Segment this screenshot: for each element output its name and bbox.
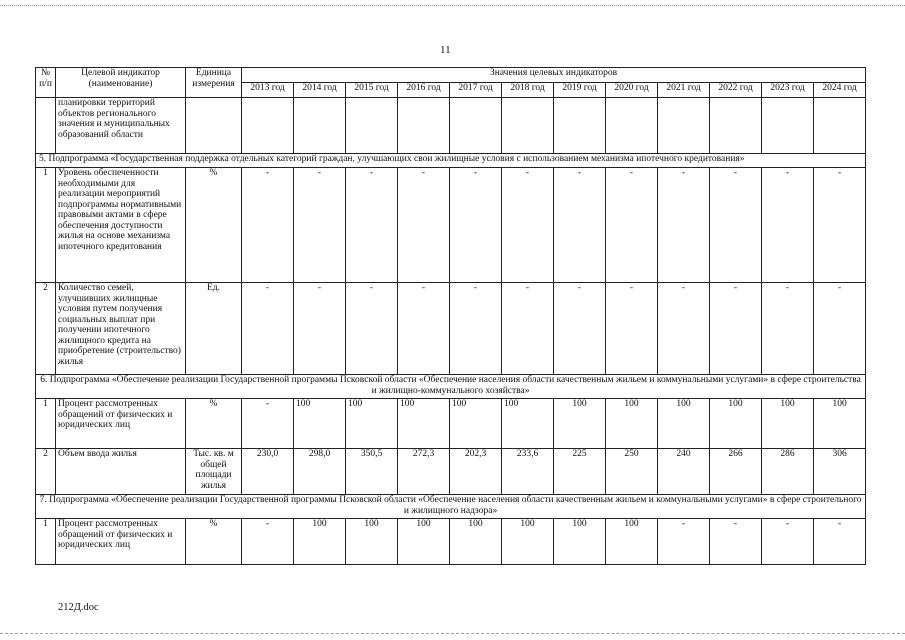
- header-values: Значения целевых индикаторов: [242, 68, 866, 83]
- row-value: 100: [294, 519, 346, 565]
- row-value: -: [710, 168, 762, 283]
- row-value: 100: [762, 399, 814, 449]
- header-year: 2018 год: [502, 83, 554, 98]
- row-value: -: [294, 168, 346, 283]
- header-year: 2022 год: [710, 83, 762, 98]
- row-value: [294, 98, 346, 154]
- row-value: -: [450, 168, 502, 283]
- row-value: -: [710, 519, 762, 565]
- row-value: [502, 98, 554, 154]
- row-value: 266: [710, 449, 762, 495]
- row-value: 100: [502, 399, 554, 449]
- row-value: -: [762, 168, 814, 283]
- row-value: 100: [450, 399, 502, 449]
- row-indicator-name: Процент рассмотренных обращений от физических и юридических лиц: [56, 399, 186, 449]
- row-value: -: [346, 283, 398, 375]
- row-indicator-name: Объем ввода жилья: [56, 449, 186, 495]
- row-value: [814, 98, 866, 154]
- row-value: -: [398, 168, 450, 283]
- table-row: [36, 519, 866, 565]
- header-year: 2014 год: [294, 83, 346, 98]
- header-year: 2023 год: [762, 83, 814, 98]
- header-year: 2020 год: [606, 83, 658, 98]
- row-value: 100: [554, 519, 606, 565]
- row-value: 286: [762, 449, 814, 495]
- row-value: [346, 98, 398, 154]
- row-unit: Ед.: [186, 283, 242, 375]
- section-title: 5. Подпрограмма «Государственная поддержка отдельных категорий граждан, улучшающих свои жилищные условия с использованием механизма ипотечного кредитования»: [36, 154, 866, 168]
- header-year: 2013 год: [242, 83, 294, 98]
- section-title: 6. Подпрограмма «Обеспечение реализации Государственной программы Псковской области «Обеспечение населения области качественным жильем и коммунальными услугами» в сфере строительства и жилищно-коммунального хозяйства»: [36, 375, 866, 399]
- row-value: 100: [658, 399, 710, 449]
- row-value: 100: [606, 399, 658, 449]
- row-value: 100: [346, 519, 398, 565]
- row-value: -: [242, 519, 294, 565]
- row-value: 100: [346, 399, 398, 449]
- row-value: -: [294, 283, 346, 375]
- row-value: [606, 98, 658, 154]
- row-value: -: [658, 519, 710, 565]
- header-year: 2016 год: [398, 83, 450, 98]
- section-row: [36, 495, 866, 519]
- table-row: [36, 283, 866, 375]
- row-num: 2: [36, 449, 56, 495]
- row-unit: [186, 98, 242, 154]
- row-value: -: [762, 283, 814, 375]
- row-value: 250: [606, 449, 658, 495]
- header-num: № п/п: [36, 68, 56, 98]
- table-row: [36, 449, 866, 495]
- row-value: -: [502, 283, 554, 375]
- row-value: [658, 98, 710, 154]
- row-value: -: [554, 168, 606, 283]
- row-indicator-name: планировки территорий объектов регионального значения и муниципальных образований области: [56, 98, 186, 154]
- row-value: -: [814, 519, 866, 565]
- header-year: 2021 год: [658, 83, 710, 98]
- row-value: [450, 98, 502, 154]
- row-value: -: [242, 283, 294, 375]
- row-value: -: [606, 283, 658, 375]
- row-value: -: [658, 168, 710, 283]
- indicators-table: [35, 67, 866, 565]
- row-value: -: [554, 283, 606, 375]
- row-value: 306: [814, 449, 866, 495]
- row-num: 1: [36, 168, 56, 283]
- row-num: [36, 98, 56, 154]
- row-num: 2: [36, 283, 56, 375]
- section-title: 7. Подпрограмма «Обеспечение реализации Государственной программы Псковской области «Обеспечение населения области качественным жильем и коммунальными услугами» в сфере строительного и жилищного надзора»: [36, 495, 866, 519]
- row-value: [554, 98, 606, 154]
- row-value: [762, 98, 814, 154]
- row-indicator-name: Процент рассмотренных обращений от физических и юридических лиц: [56, 519, 186, 565]
- header-unit: Единица измерения: [186, 68, 242, 98]
- row-value: 272,3: [398, 449, 450, 495]
- row-value: [398, 98, 450, 154]
- row-unit: %: [186, 399, 242, 449]
- row-value: -: [710, 283, 762, 375]
- row-value: 100: [710, 399, 762, 449]
- row-value: -: [346, 168, 398, 283]
- row-unit: Тыс. кв. м общей площади жилья: [186, 449, 242, 495]
- row-value: 100: [606, 519, 658, 565]
- row-num: 1: [36, 399, 56, 449]
- row-value: -: [814, 168, 866, 283]
- header-year: 2019 год: [554, 83, 606, 98]
- row-value: 202,3: [450, 449, 502, 495]
- scan-bottom-edge: [0, 633, 905, 635]
- row-num: 1: [36, 519, 56, 565]
- page-number: 11: [440, 44, 451, 56]
- row-value: -: [450, 283, 502, 375]
- row-value: 233,6: [502, 449, 554, 495]
- row-value: -: [814, 283, 866, 375]
- row-value: 100: [450, 519, 502, 565]
- header-year: 2017 год: [450, 83, 502, 98]
- row-value: 225: [554, 449, 606, 495]
- row-value: 100: [502, 519, 554, 565]
- header-year: 2024 год: [814, 83, 866, 98]
- section-row: [36, 154, 866, 168]
- row-value: 100: [814, 399, 866, 449]
- row-unit: %: [186, 519, 242, 565]
- row-value: 230,0: [242, 449, 294, 495]
- row-indicator-name: Уровень обеспеченности необходимыми для реализации мероприятий подпрограммы нормативными правовыми актами в сфере обеспечения доступности жилья на основе механизма ипотечного кредитования: [56, 168, 186, 283]
- scan-top-edge: [0, 0, 905, 6]
- table-row: [36, 98, 866, 154]
- row-value: -: [502, 168, 554, 283]
- row-value: -: [762, 519, 814, 565]
- table-row: [36, 168, 866, 283]
- row-unit: %: [186, 168, 242, 283]
- row-value: -: [242, 399, 294, 449]
- row-value: 100: [398, 399, 450, 449]
- footer-filename: 212Д.doc: [58, 602, 99, 613]
- row-value: 298,0: [294, 449, 346, 495]
- row-value: [242, 98, 294, 154]
- row-value: 100: [294, 399, 346, 449]
- section-row: [36, 375, 866, 399]
- row-indicator-name: Количество семей, улучшивших жилищные условия путем получения социальных выплат при получении ипотечного жилищного кредита на приобретение (строительство) жилья: [56, 283, 186, 375]
- row-value: 350,5: [346, 449, 398, 495]
- table-row: [36, 399, 866, 449]
- row-value: 240: [658, 449, 710, 495]
- row-value: -: [658, 283, 710, 375]
- row-value: -: [242, 168, 294, 283]
- header-indicator: Целевой индикатор (наименование): [56, 68, 186, 98]
- row-value: -: [398, 283, 450, 375]
- header-year: 2015 год: [346, 83, 398, 98]
- row-value: [710, 98, 762, 154]
- row-value: -: [606, 168, 658, 283]
- row-value: 100: [398, 519, 450, 565]
- row-value: 100: [554, 399, 606, 449]
